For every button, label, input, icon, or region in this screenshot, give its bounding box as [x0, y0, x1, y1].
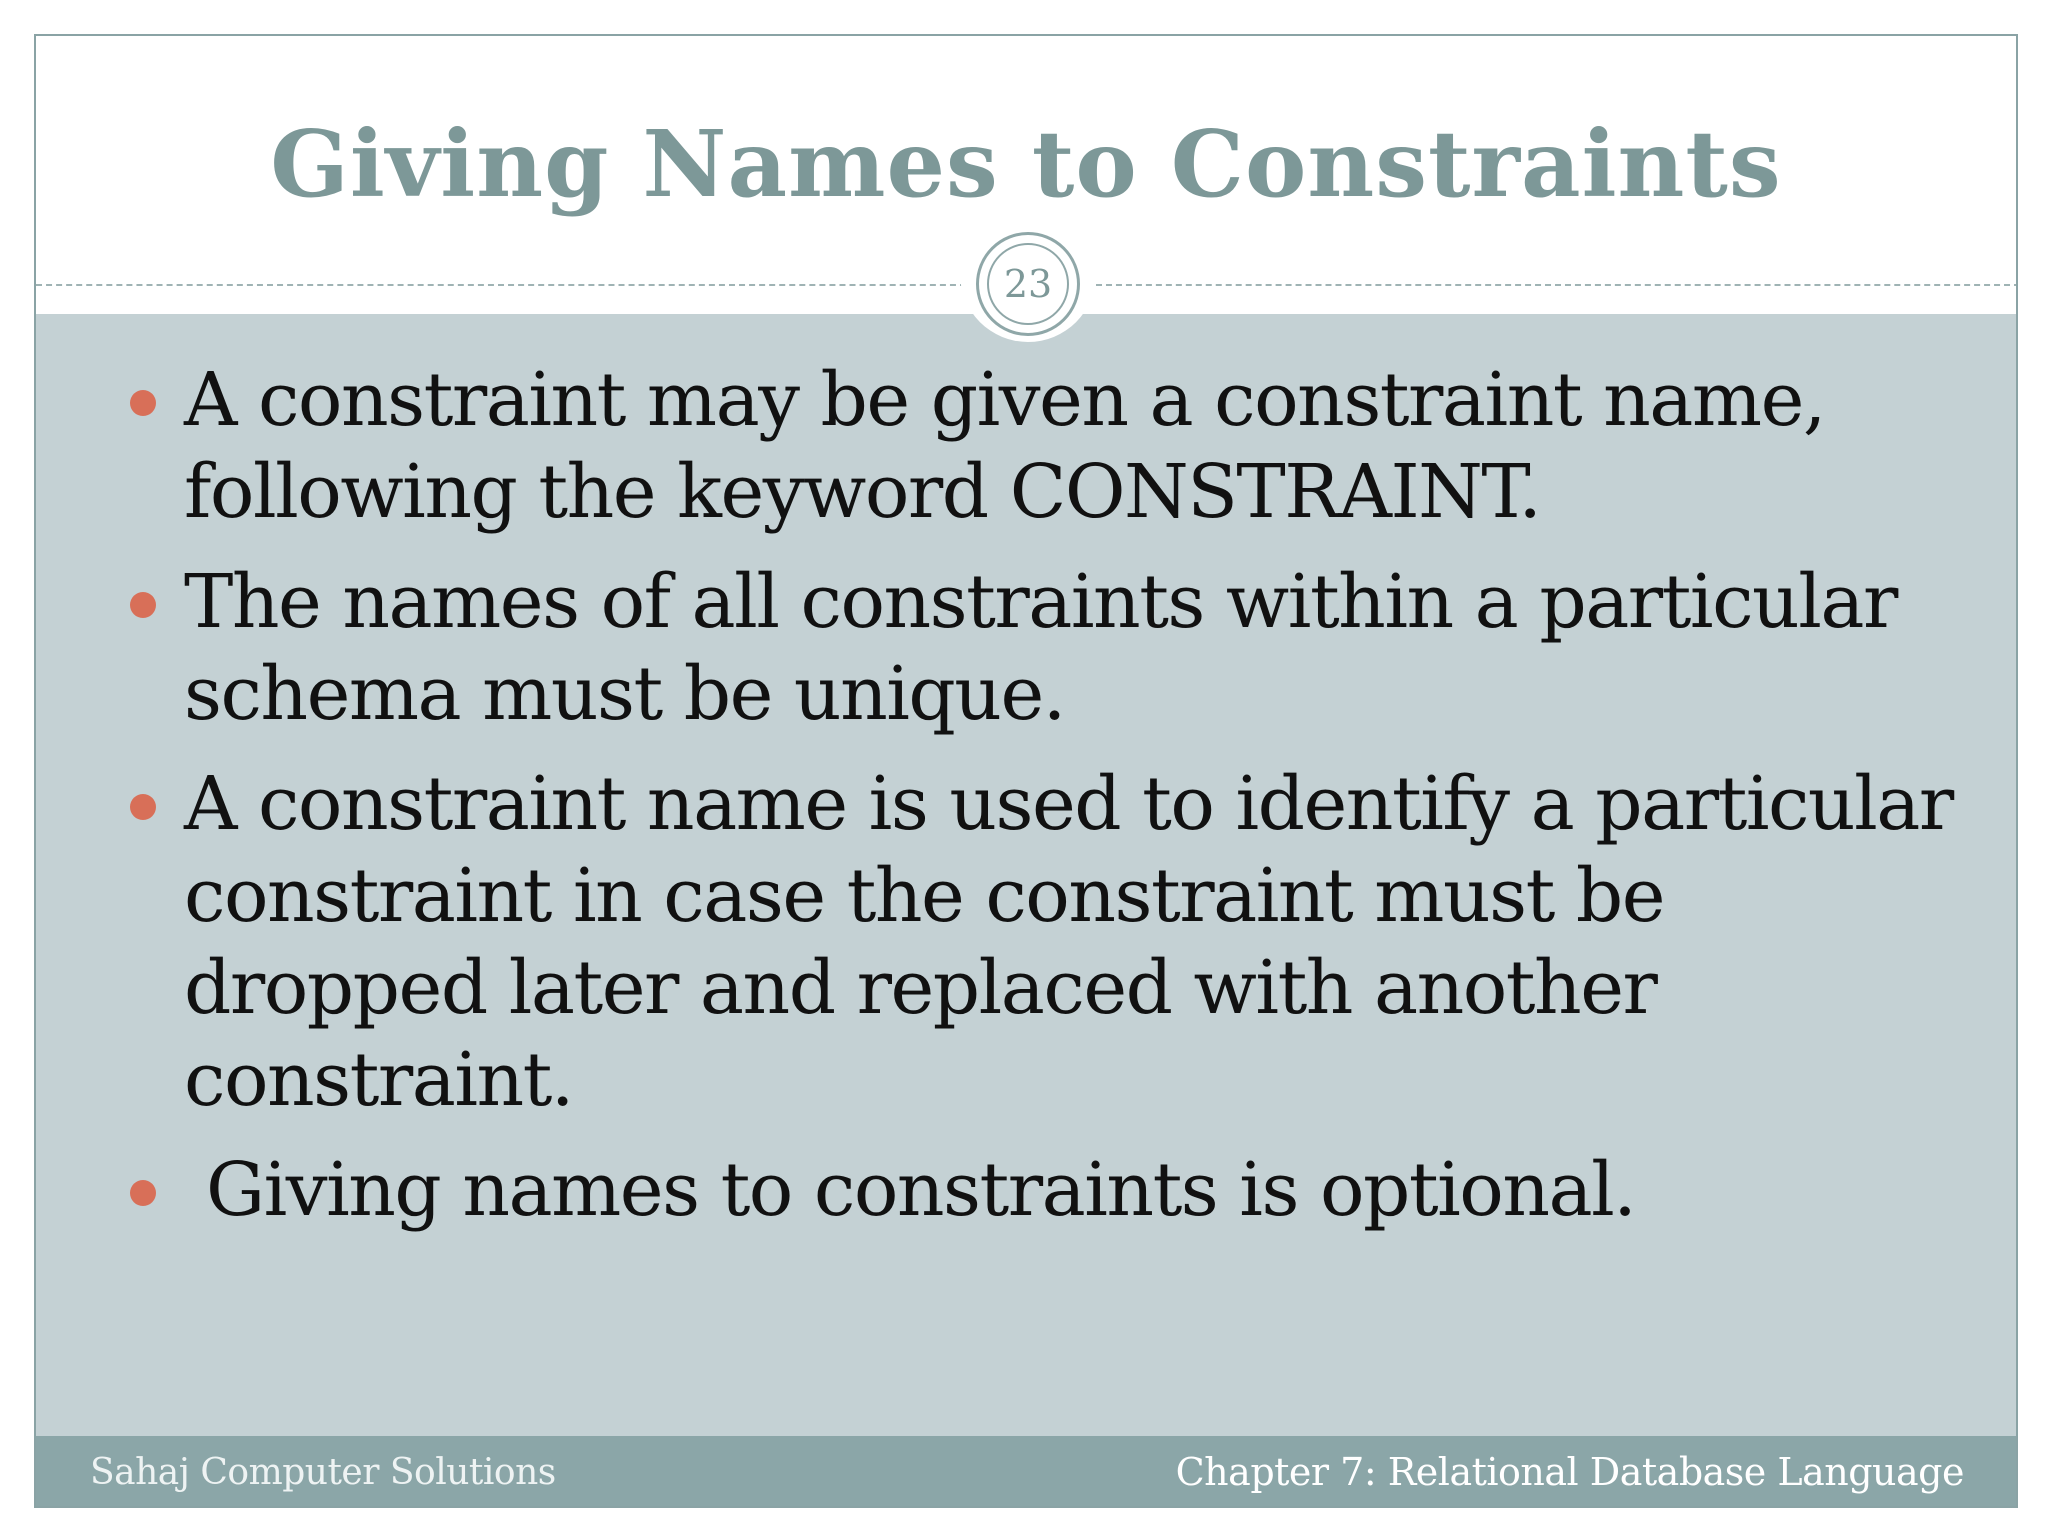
bullet-dot-icon [130, 390, 156, 416]
bullet-item [96, 354, 1976, 538]
bullet-text: The names of all constraints within a particular schema must be unique. [184, 559, 1897, 737]
bullet-text: Giving names to constraints is optional. [184, 1147, 1636, 1233]
bullet-text: A constraint may be given a constraint name, following the keyword CONSTRAINT. [184, 357, 1825, 535]
footer-company: Sahaj Computer Solutions [90, 1452, 556, 1493]
bullet-item [96, 556, 1976, 740]
slide [34, 34, 2018, 1508]
footer [36, 1436, 2016, 1508]
bullet-list [96, 354, 1976, 1254]
bullet-dot-icon [130, 794, 156, 820]
footer-chapter: Chapter 7: Relational Database Language [1175, 1450, 1964, 1494]
page-number-badge [976, 232, 1080, 336]
title-divider-left [36, 284, 966, 286]
page-number: 23 [987, 243, 1069, 325]
bullet-item [96, 1144, 1976, 1236]
bullet-item [96, 758, 1976, 1126]
title-divider-right [1096, 284, 2018, 286]
bullet-dot-icon [130, 1180, 156, 1206]
slide-title: Giving Names to Constraints [270, 110, 1782, 218]
bullet-dot-icon [130, 592, 156, 618]
bullet-text: A constraint name is used to identify a particular constraint in case the constraint must be dropped later and replaced with another constraint. [184, 761, 1953, 1123]
